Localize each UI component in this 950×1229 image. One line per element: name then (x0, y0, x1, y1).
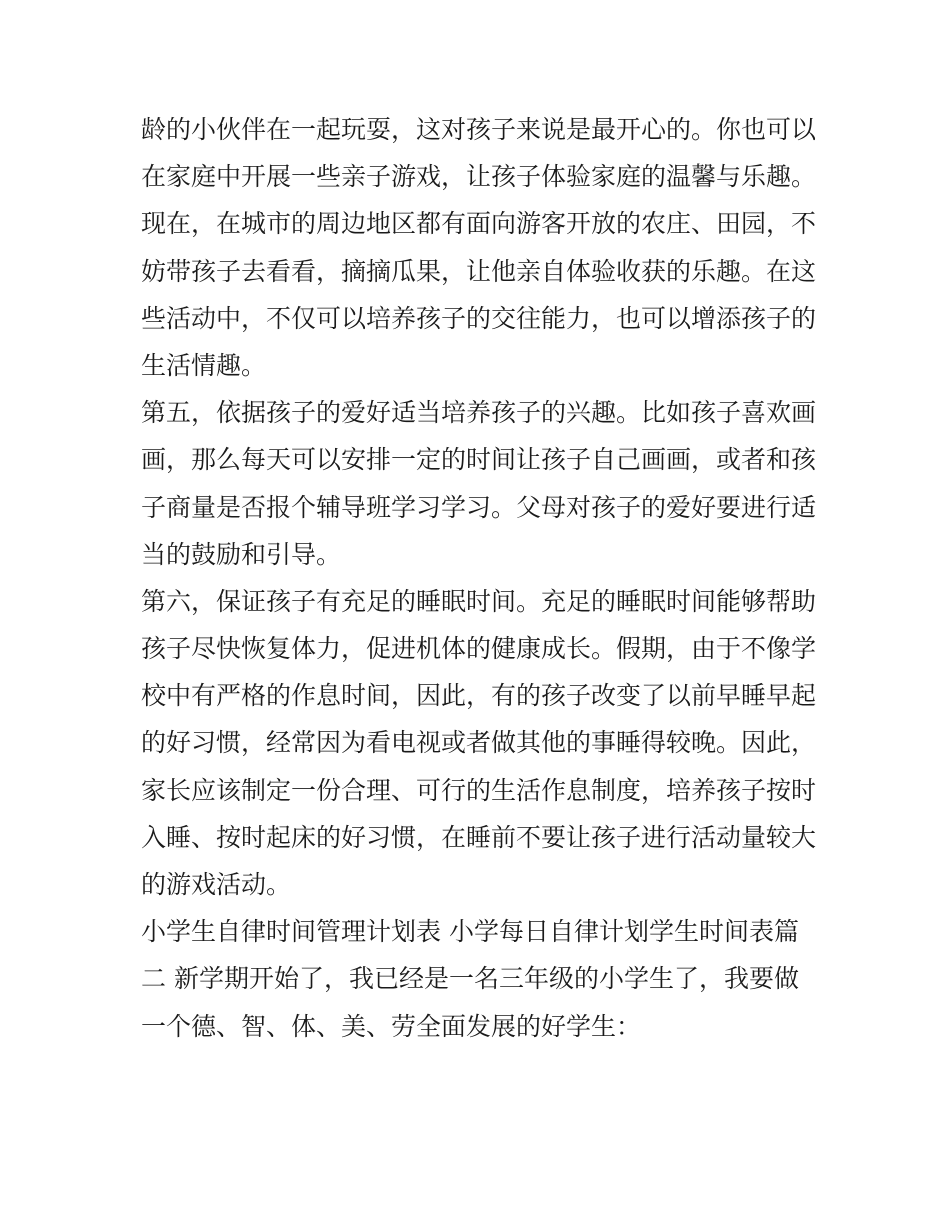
text-line: 妨带孩子去看看，摘摘瓜果，让他亲自体验收获的乐趣。在这 (141, 256, 817, 286)
text-line: 小学生自律时间管理计划表 小学每日自律计划学生时间表篇 (141, 917, 799, 947)
text-line: 生活情趣。 (141, 350, 267, 380)
text-line: 二 新学期开始了，我已经是一名三年级的小学生了，我要做 (141, 964, 799, 994)
text-line: 些活动中，不仅可以培养孩子的交往能力，也可以增添孩子的 (141, 303, 817, 333)
text-line: 在家庭中开展一些亲子游戏，让孩子体验家庭的温馨与乐趣。 (141, 162, 817, 192)
text-line: 画，那么每天可以安排一定的时间让孩子自己画画，或者和孩 (141, 445, 817, 475)
text-line: 现在，在城市的周边地区都有面向游客开放的农庄、田园，不 (141, 209, 817, 239)
text-line: 子商量是否报个辅导班学习学习。父母对孩子的爱好要进行适 (141, 492, 817, 522)
text-line: 孩子尽快恢复体力，促进机体的健康成长。假期，由于不像学 (141, 634, 817, 664)
text-line: 入睡、按时起床的好习惯，在睡前不要让孩子进行活动量较大 (141, 822, 817, 852)
text-line: 家长应该制定一份合理、可行的生活作息制度，培养孩子按时 (141, 775, 817, 805)
text-line: 的好习惯，经常因为看电视或者做其他的事睡得较晚。因此， (141, 728, 817, 758)
text-line: 校中有严格的作息时间，因此，有的孩子改变了以前早睡早起 (141, 681, 817, 711)
text-line: 龄的小伙伴在一起玩耍，这对孩子来说是最开心的。你也可以 (141, 115, 817, 144)
document-body (141, 106, 821, 1050)
text-line: 第六，保证孩子有充足的睡眠时间。充足的睡眠时间能够帮助 (141, 586, 817, 616)
text-line: 的游戏活动。 (141, 870, 292, 899)
text-line: 一个德、智、体、美、劳全面发展的好学生： (141, 1011, 642, 1041)
text-line: 当的鼓励和引导。 (141, 539, 342, 569)
text-line: 第五，依据孩子的爱好适当培养孩子的兴趣。比如孩子喜欢画 (141, 398, 817, 428)
